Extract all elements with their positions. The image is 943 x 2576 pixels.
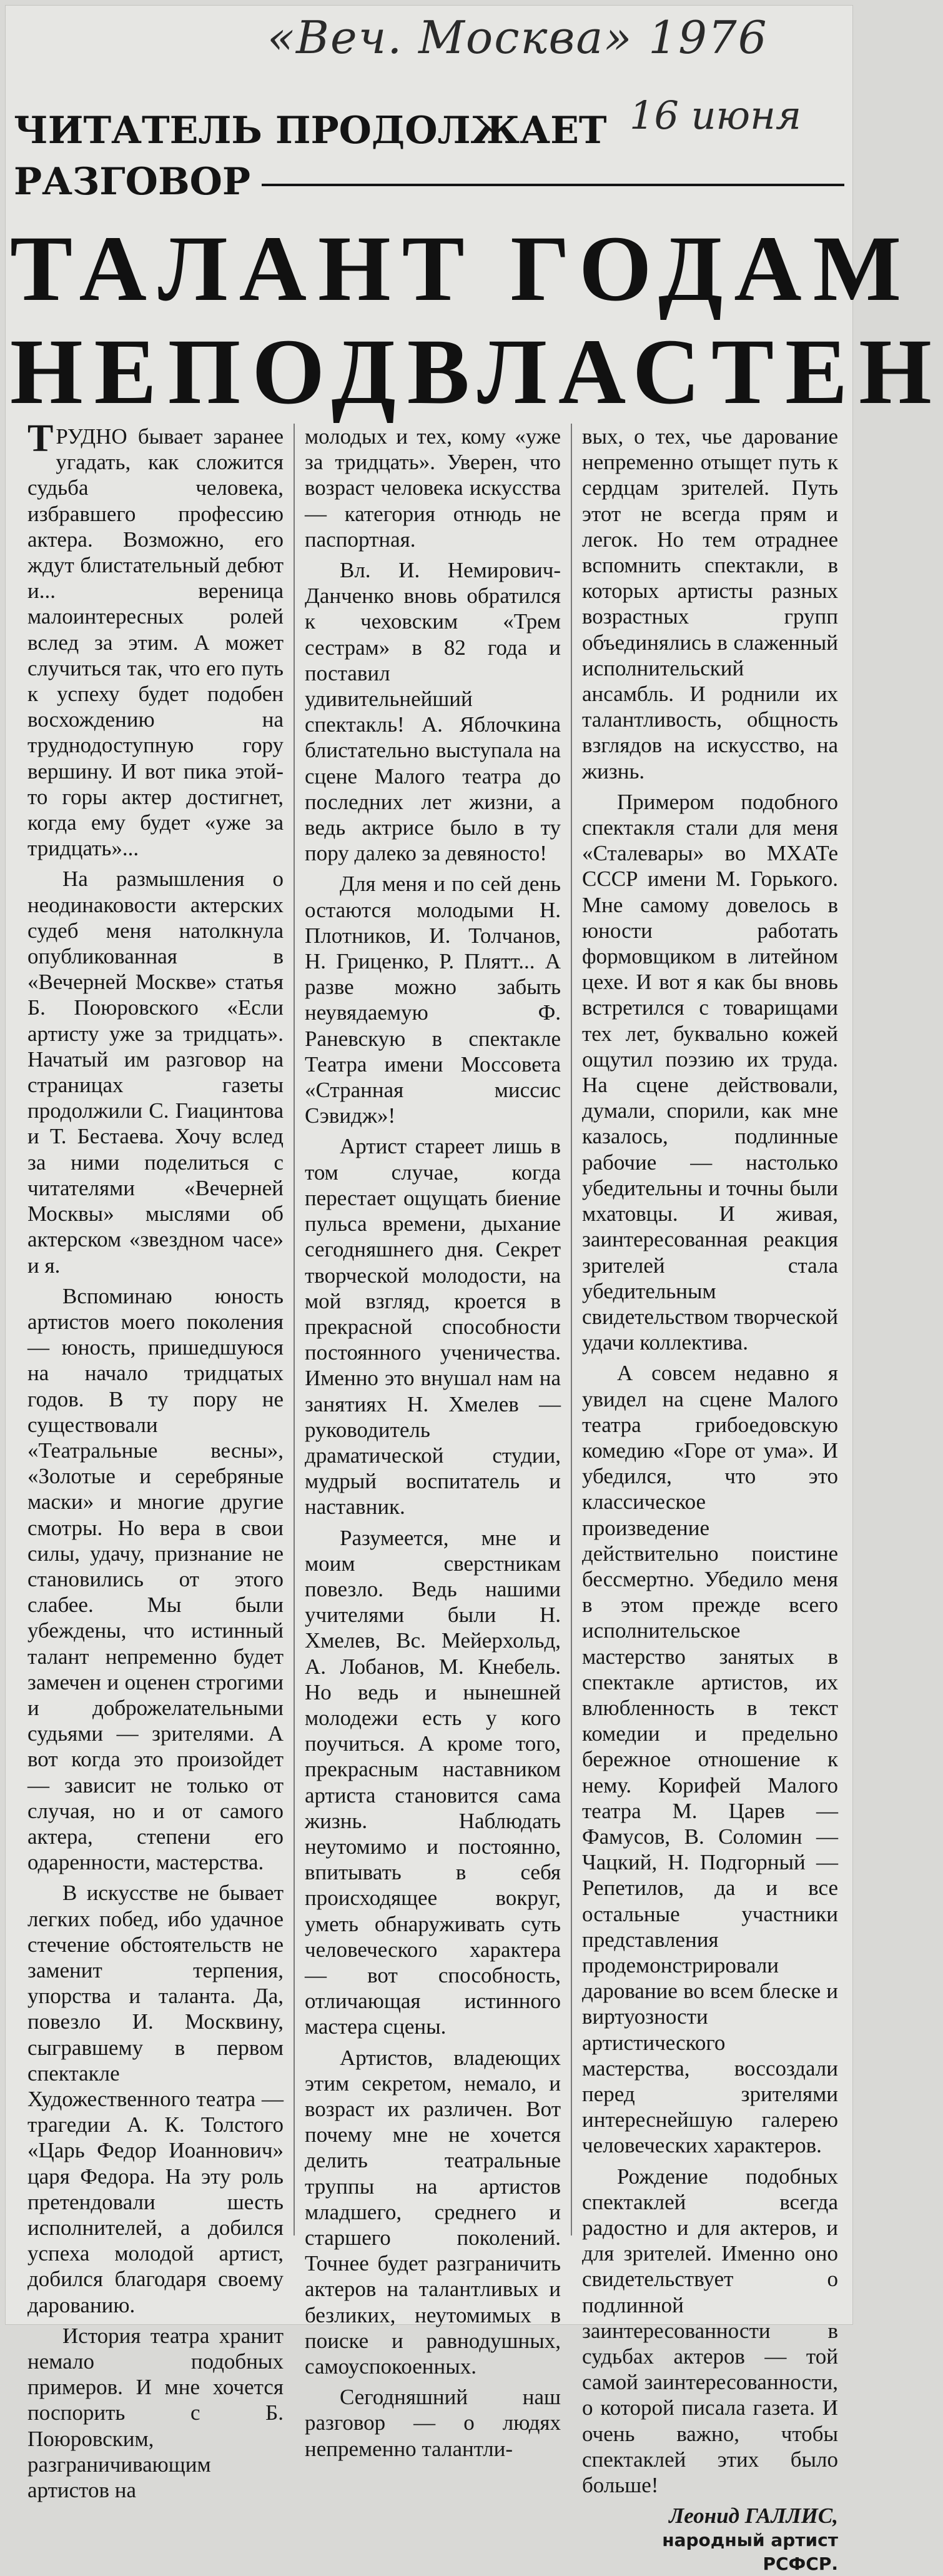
paragraph: ТРУДНО бывает заранее угадать, как сложится судьба человека, избравшего профессию актера. Возможно, его ждут блистательный дебют и... вереница малоинтересных ролей вслед за этим. А может случиться так, что его путь к успеху будет подобен восхождению на труднодоступную гору вершину. И вот пика этой-то горы актер достигнет, когда ему будет «уже за тридцать»... <box>27 417 284 861</box>
paragraph: Примером подобного спектакля стали для меня «Сталевары» во МХАТе СССР имени М. Горького. Мне самому довелось в юности работать формовщиком в литейном цехе. И вот я как бы вновь встретился с товарищами тех лет, буквально кожей ощутил поэзию их труда. На сцене действовали, думали, спорили, как мне казалось, подлинные рабочие — настолько убедительны и точны были мхатовцы. И живая, заинтересованная реакция зрителей стала убедительным свидетельством творческой удачи коллектива. <box>582 789 838 1355</box>
article-column-2 <box>294 424 571 2461</box>
article-body <box>17 417 848 2575</box>
kicker-line-2: РАЗГОВОР <box>14 160 251 204</box>
kicker-line-2-wrap <box>14 156 844 207</box>
headline-line-2: НЕПОДВЛАСТЕН <box>10 320 943 424</box>
author-signature: Леонид ГАЛЛИС, <box>669 2504 838 2529</box>
paragraph: В искусстве не бывает легких побед, ибо удачное стечение обстоятельств не заменит терпения, упорства и таланта. Да, повезло И. Москвину, сыгравшему в первом спектакле Художественного театра — трагедии А. К. Толстого «Царь Федор Иоаннович» царя Федора. На эту роль претендовали шесть исполнителей, а добился успеха молодой артист, добился благодаря своему дарованию. <box>27 1881 284 2317</box>
kicker-rule <box>262 184 844 186</box>
paragraph: Вл. И. Немирович-Данченко вновь обратился к чеховским «Трем сестрам» в 82 года и поставил удивительнейший спектакль! А. Яблочкина блистательно выступала на сцене Малого театра до последних лет жизни, а ведь актрисе было в ту пору далеко за девяносто! <box>305 558 561 866</box>
kicker-heading <box>14 105 844 207</box>
paragraph: А совсем недавно я увидел на сцене Малого театра грибоедовскую комедию «Горе от ума». И убедился, что это классическое произведение действительно поистине бессмертно. Убедило меня в этом прежде всего исполнительское мастерство занятых в спектакле артистов, их влюбленность в текст комедии и предельно бережное отношение к нему. Корифей Малого театра М. Царев — Фамусов, В. Соломин — Чацкий, Н. Подгорный — Репетилов, да и все остальные участники представления продемонстрировали дарование во всем блеске и виртуозности артистического мастерства, воссоздали перед зрителями интереснейшую галерею человеческих характеров. <box>582 1361 838 2158</box>
article-column-1 <box>17 417 294 2503</box>
paragraph: Артистов, владеющих этим секретом, немало, и возраст их различен. Вот почему мне не хочется делить театральные труппы на артистов младшего, среднего и старшего поколений. Точнее будет разграничить актеров на талантливых и безликих, неутомимых в поиске и равнодушных, самоуспокоенных. <box>305 2045 561 2379</box>
newspaper-clipping <box>5 5 943 2575</box>
paragraph: Разумеется, мне и моим сверстникам повезло. Ведь нашими учителями были Н. Хмелев, Вс. Мейерхольд, А. Лобанов, М. Кнебель. Но ведь и нынешней молодежи есть у кого поучиться. А кроме того, прекрасным наставником артиста становится сама жизнь. Наблюдать неутомимо и постоянно, впитывать в себя происходящее вокруг, уметь обнаруживать суть человеческого характера — вот способность, отличающая истинного мастера сцены. <box>305 1525 561 2039</box>
paragraph: Артист стареет лишь в том случае, когда перестает ощущать биение пульса времени, дыхание сегодняшнего дня. Секрет творческой молодости, на мой взгляд, кроется в прекрасной способности постоянного ученичества. Именно это внушал нам на занятиях Н. Хмелев — руководитель драматической студии, мудрый воспитатель и наставник. <box>305 1134 561 1519</box>
handwritten-source-note: «Веч. Москва» 1976 <box>267 11 768 64</box>
paragraph: Вспоминаю юность артистов моего поколения — юность, пришедшуюся на начало тридцатых годов. В ту пору не существовали «Театральные весны», «Золотые и серебряные маски» и многие другие смотры. Но вера в свои силы, удачу, признание не становились от этого слабее. Мы были убеждены, что истинный талант непременно будет замечен и оценен строгими и доброжелательными судьями — зрителями. А вот когда это произойдет — зависит не только от случая, но и от самого актера, степени его одаренности, мастерства. <box>27 1283 284 1875</box>
handwritten-date-note: 16 июня <box>629 92 802 138</box>
paragraph: вых, о тех, чье дарование непременно отыщет путь к сердцам зрителей. Путь этот не всегда прям и легок. Но тем отраднее вспомнить спектакли, в которых артисты разных возрастных групп объединялись в слаженный исполнительский ансамбль. И роднили их талантливость, общность взглядов на искусство, на жизнь. <box>582 424 838 783</box>
paragraph: На размышления о неодинаковости актерских судеб меня натолкнула опубликованная в «Вечерней Москве» статья Б. Поюровского «Если артисту уже за тридцать». Начатый им разговор на страницах газеты продолжили С. Гиацинтова и Т. Бестаева. Хочу вслед за ними поделиться с читателями «Вечерней Москвы» мыслями об актерском «звездном часе» и я. <box>27 867 284 1278</box>
paragraph: Сегодняшний наш разговор — о людях непременно талантли- <box>305 2385 561 2461</box>
paragraph: молодых и тех, кому «уже за тридцать». Уверен, что возраст человека искусства — категория отнюдь не паспортная. <box>305 424 561 552</box>
article-column-3 <box>571 424 848 2575</box>
paragraph: Для меня и по сей день остаются молодыми Н. Плотников, И. Толчанов, Н. Гриценко, Р. Плятт... А разве можно забыть неувядаемую Ф. Раневскую в спектакле Театра имени Моссовета «Странная миссис Сэвидж»! <box>305 872 561 1128</box>
headline-line-1: ТАЛАНТ ГОДАМ <box>10 217 913 321</box>
paragraph: Рождение подобных спектаклей всегда радостно и для актеров, и для зрителей. Именно оно свидетельствует о подлинной заинтересованности в судьбах актеров — той самой заинтересованности, о которой писала газета. И очень важно, чтобы спектаклей этих было больше! <box>582 2164 838 2498</box>
author-title-line-1: народный артист <box>662 2530 838 2551</box>
kicker-line-1: ЧИТАТЕЛЬ ПРОДОЛЖАЕТ <box>14 109 607 152</box>
author-title-line-2: РСФСР. <box>763 2554 838 2575</box>
paragraph: История театра хранит немало подобных примеров. И мне хочется поспорить с Б. Поюровским, разграничивающим артистов на <box>27 2323 284 2503</box>
